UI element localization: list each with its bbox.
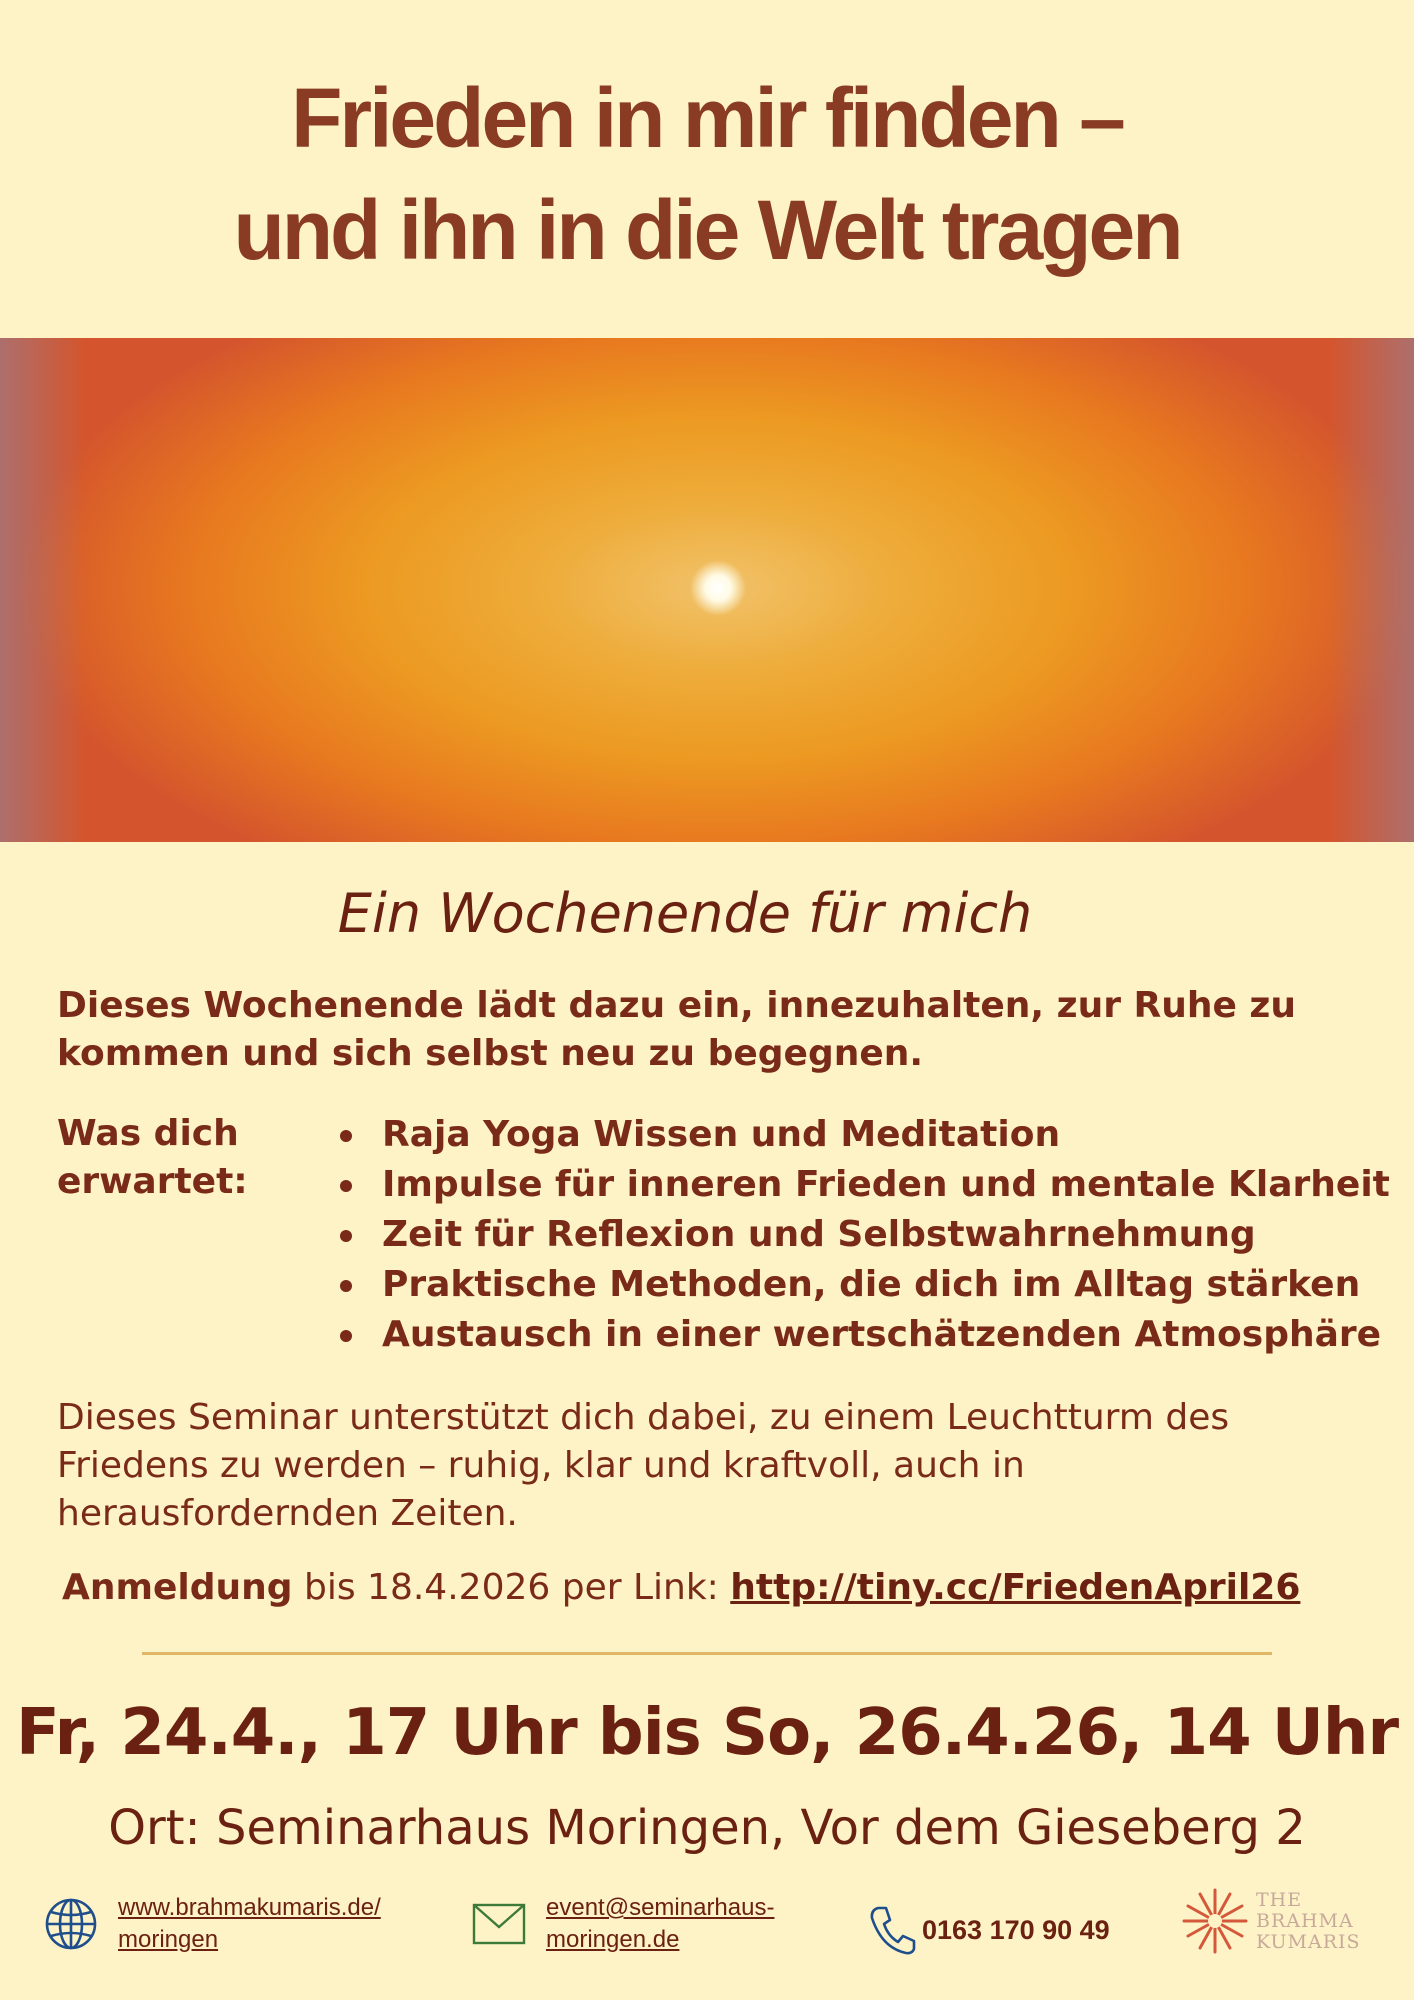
intro-text: Dieses Wochenende lädt dazu ein, innezuhalten, zur Ruhe zu kommen und sich selbst neu zu begegnen. bbox=[57, 985, 1296, 1074]
title-line-2: und ihn in die Welt tragen bbox=[233, 183, 1181, 277]
list-item: Austausch in einer wertschätzenden Atmosphäre bbox=[336, 1310, 1396, 1360]
registration-line bbox=[62, 1564, 1392, 1612]
expect-label: Was dich erwartet: bbox=[57, 1113, 248, 1202]
event-date: Fr, 24.4., 17 Uhr bis So, 26.4.26, 14 Uhr bbox=[16, 1696, 1398, 1770]
divider bbox=[142, 1652, 1272, 1655]
seminar-text: Dieses Seminar unterstützt dich dabei, zu einem Leuchtturm des Friedens zu werden – ruhig, klar und kraftvoll, auch in herausfordernden Zeiten. bbox=[57, 1397, 1230, 1534]
logo-wordmark: THE BRAHMA KUMARIS bbox=[1256, 1888, 1361, 1953]
registration-text: bis 18.4.2026 per Link: bbox=[292, 1567, 731, 1608]
list-item: Zeit für Reflexion und Selbstwahrnehmung bbox=[336, 1210, 1396, 1260]
sun-logo-icon bbox=[1180, 1886, 1250, 1956]
list-item: Raja Yoga Wissen und Meditation bbox=[336, 1110, 1396, 1160]
globe-icon bbox=[44, 1897, 98, 1951]
subtitle: Ein Wochenende für mich bbox=[337, 882, 1033, 945]
hero-light-image bbox=[0, 338, 1414, 842]
email-link[interactable]: event@seminarhaus- moringen.de bbox=[546, 1894, 775, 1953]
list-item: Praktische Methoden, die dich im Alltag stärken bbox=[336, 1260, 1396, 1310]
poster-title bbox=[0, 62, 1414, 286]
footer-email[interactable] bbox=[472, 1892, 774, 1956]
footer-phone[interactable] bbox=[868, 1904, 1110, 1956]
brahma-kumaris-logo bbox=[1180, 1886, 1361, 1956]
website-link[interactable]: www.brahmakumaris.de/ moringen bbox=[118, 1894, 381, 1953]
registration-link[interactable]: http://tiny.cc/FriedenApril26 bbox=[730, 1567, 1301, 1608]
registration-label: Anmeldung bbox=[62, 1567, 293, 1608]
phone-icon bbox=[868, 1904, 916, 1956]
expect-list bbox=[336, 1110, 1396, 1360]
list-item: Impulse für inneren Frieden und mentale Klarheit bbox=[336, 1160, 1396, 1210]
envelope-icon bbox=[472, 1903, 526, 1945]
phone-number[interactable]: 0163 170 90 49 bbox=[922, 1915, 1110, 1945]
event-place: Ort: Seminarhaus Moringen, Vor dem Gieseberg 2 bbox=[108, 1800, 1306, 1856]
title-line-1: Frieden in mir finden – bbox=[291, 71, 1123, 165]
footer-website[interactable] bbox=[44, 1892, 381, 1956]
